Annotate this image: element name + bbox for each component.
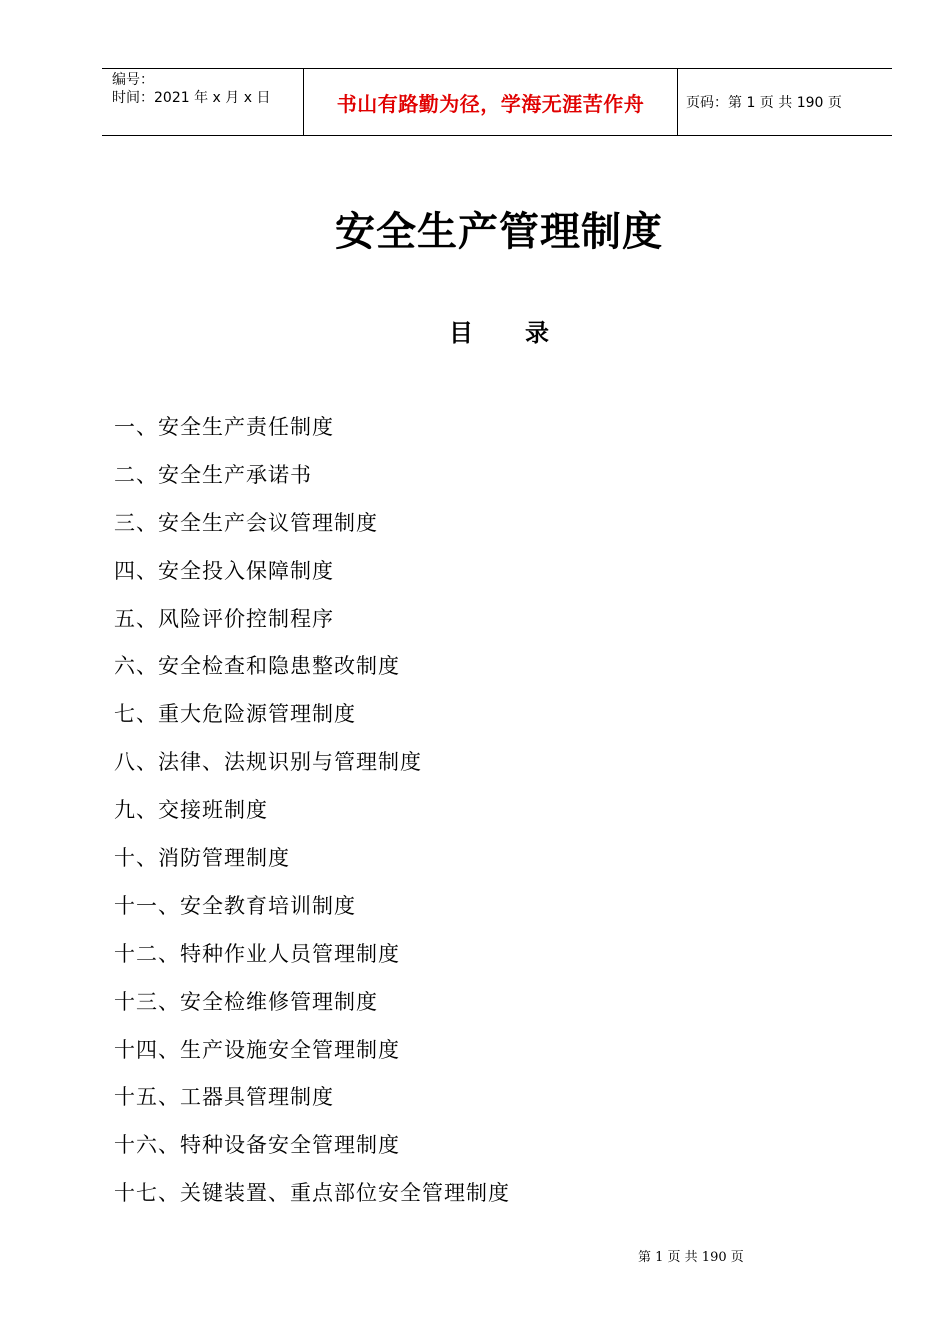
page-header xyxy=(102,68,892,136)
toc-item: 十二、特种作业人员管理制度 xyxy=(114,941,400,966)
toc-heading-right: 录 xyxy=(525,319,549,347)
toc-item: 十四、生产设施安全管理制度 xyxy=(114,1037,400,1062)
toc-item: 五、风险评价控制程序 xyxy=(114,606,334,631)
toc-heading-left: 目 xyxy=(449,319,473,347)
toc-item: 十一、安全教育培训制度 xyxy=(114,893,356,918)
toc-item: 七、重大危险源管理制度 xyxy=(114,702,356,727)
toc-item: 一、安全生产责任制度 xyxy=(114,415,334,439)
toc-item: 十六、特种设备安全管理制度 xyxy=(114,1133,400,1158)
toc-item: 四、安全投入保障制度 xyxy=(114,558,334,583)
page-footer: 第 1 页 共 190 页 xyxy=(638,1250,744,1265)
toc-item: 二、安全生产承诺书 xyxy=(114,462,312,487)
header-motto-cell xyxy=(304,69,678,135)
toc-list xyxy=(114,408,510,1222)
toc-item: 十、消防管理制度 xyxy=(114,846,290,871)
time-label: 时间：2021 年 x 月 x 日 xyxy=(112,90,271,106)
toc-item: 八、法律、法规识别与管理制度 xyxy=(114,750,422,775)
toc-item: 十七、关键装置、重点部位安全管理制度 xyxy=(114,1181,510,1206)
toc-item: 六、安全检查和隐患整改制度 xyxy=(114,654,400,679)
page-code: 页码：第 1 页 共 190 页 xyxy=(686,95,842,111)
header-meta xyxy=(102,69,304,135)
toc-item: 十三、安全检维修管理制度 xyxy=(114,989,378,1014)
toc-item: 三、安全生产会议管理制度 xyxy=(114,510,378,535)
toc-item: 十五、工器具管理制度 xyxy=(114,1085,334,1110)
document-title: 安全生产管理制度 xyxy=(335,209,663,255)
header-page-code-cell xyxy=(678,69,892,135)
number-label: 编号： xyxy=(112,72,154,88)
motto-text: 书山有路勤为径，学海无涯苦作舟 xyxy=(336,91,645,116)
toc-heading xyxy=(0,313,950,348)
toc-item: 九、交接班制度 xyxy=(114,798,268,823)
